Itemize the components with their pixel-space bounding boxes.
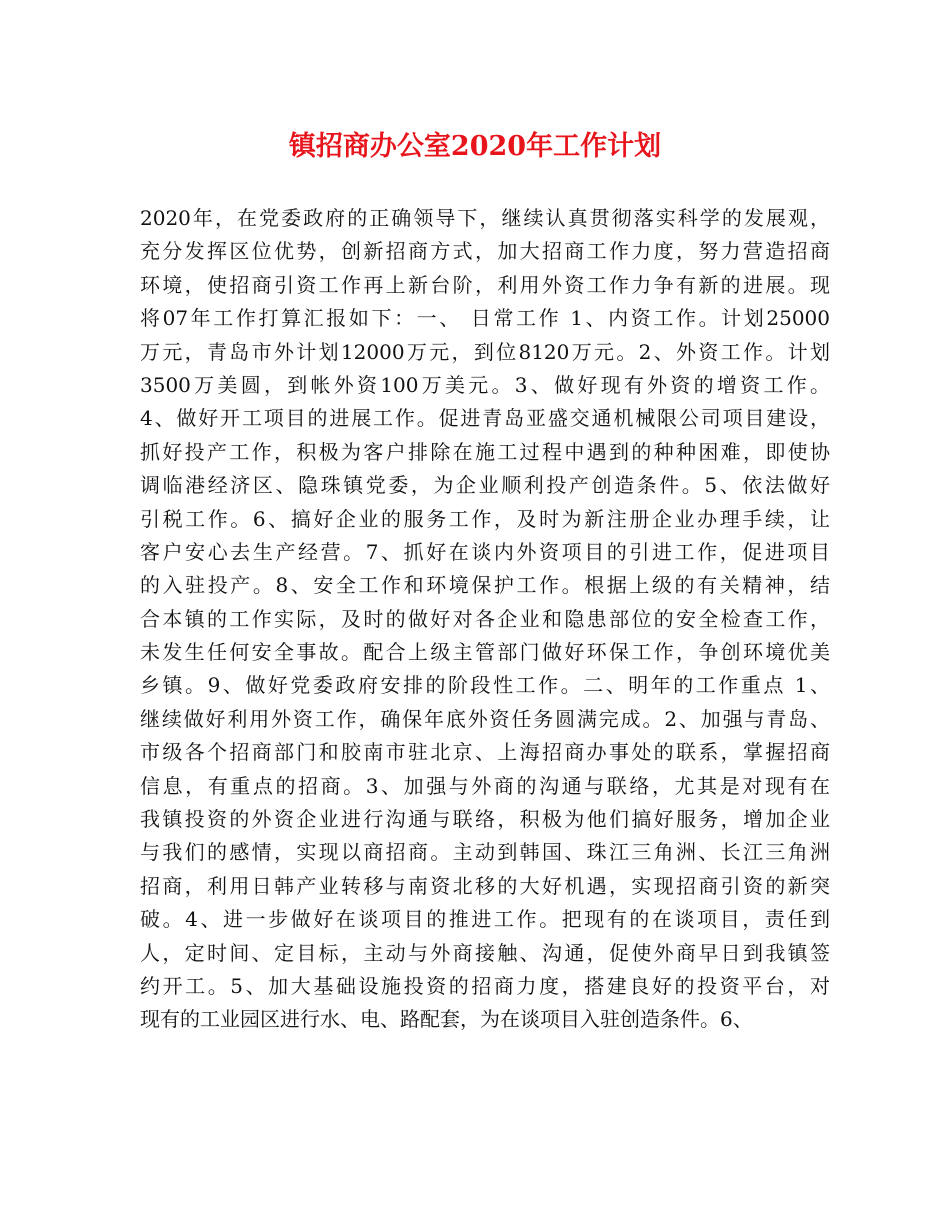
body-line: 环境，使招商引资工作再上新台阶，利用外资工作力争有新的进展。现 xyxy=(140,272,830,297)
document-body xyxy=(140,202,830,1037)
body-line: 未发生任何安全事故。配合上级主管部门做好环保工作，争创环境优美 xyxy=(140,640,830,665)
body-line: 乡镇。9、做好党委政府安排的阶段性工作。二、明年的工作重点 1、 xyxy=(140,673,830,698)
body-line: 招商，利用日韩产业转移与南资北移的大好机遇，实现招商引资的新突 xyxy=(140,873,830,898)
body-line: 4、做好开工项目的进展工作。促进青岛亚盛交通机械限公司项目建设， xyxy=(140,406,830,431)
body-line: 调临港经济区、隐珠镇党委，为企业顺利投产创造条件。5、依法做好 xyxy=(140,473,830,498)
body-line: 我镇投资的外资企业进行沟通与联络，积极为他们搞好服务，增加企业 xyxy=(140,807,830,832)
body-line: 合本镇的工作实际，及时的做好对各企业和隐患部位的安全检查工作， xyxy=(140,606,830,631)
body-line: 市级各个招商部门和胶南市驻北京、上海招商办事处的联系，掌握招商 xyxy=(140,740,830,765)
body-line: 将07年工作打算汇报如下：一、 日常工作 1、内资工作。计划25000 xyxy=(140,306,830,331)
body-line: 客户安心去生产经营。7、抓好在谈内外资项目的引进工作，促进项目 xyxy=(140,539,830,564)
body-line: 继续做好利用外资工作，确保年底外资任务圆满完成。2、加强与青岛、 xyxy=(140,706,830,731)
body-line: 引税工作。6、搞好企业的服务工作，及时为新注册企业办理手续，让 xyxy=(140,506,830,531)
body-line: 信息，有重点的招商。3、加强与外商的沟通与联络，尤其是对现有在 xyxy=(140,773,830,798)
body-line: 万元，青岛市外计划12000万元，到位8120万元。2、外资工作。计划 xyxy=(140,339,830,364)
body-line: 抓好投产工作，积极为客户排除在施工过程中遇到的种种困难，即使协 xyxy=(140,439,830,464)
body-line: 3500万美圆，到帐外资100万美元。3、做好现有外资的增资工作。 xyxy=(140,372,830,397)
body-line: 约开工。5、加大基础设施投资的招商力度，搭建良好的投资平台，对 xyxy=(140,973,830,998)
body-line: 与我们的感情，实现以商招商。主动到韩国、珠江三角洲、长江三角洲 xyxy=(140,840,830,865)
body-line: 现有的工业园区进行水、电、路配套，为在谈项目入驻创造条件。6、 xyxy=(140,1007,753,1032)
body-line: 的入驻投产。8、安全工作和环境保护工作。根据上级的有关精神，结 xyxy=(140,573,830,598)
body-line: 充分发挥区位优势，创新招商方式，加大招商工作力度，努力营造招商 xyxy=(140,239,830,264)
body-line: 2020年，在党委政府的正确领导下，继续认真贯彻落实科学的发展观， xyxy=(140,206,830,230)
document-title: 镇招商办公室2020年工作计划 xyxy=(288,131,662,162)
body-line: 破。4、进一步做好在谈项目的推进工作。把现有的在谈项目，责任到 xyxy=(140,907,830,932)
body-line: 人，定时间、定目标，主动与外商接触、沟通，促使外商早日到我镇签 xyxy=(140,940,830,965)
